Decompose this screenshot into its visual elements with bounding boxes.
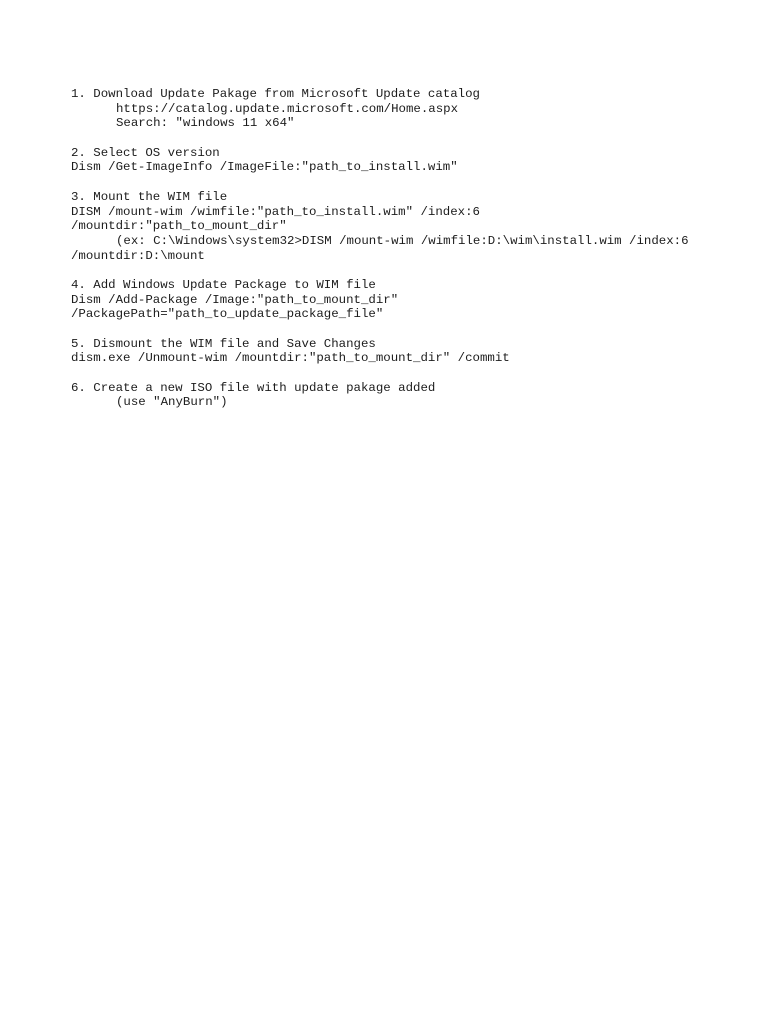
step-line: Dism /Get-ImageInfo /ImageFile:"path_to_install.wim" bbox=[71, 160, 458, 175]
step-heading: 3. Mount the WIM file bbox=[71, 189, 228, 204]
step-section bbox=[71, 190, 751, 263]
step-section bbox=[71, 87, 751, 131]
document-page bbox=[71, 87, 751, 425]
step-line: Dism /Add-Package /Image:"path_to_mount_dir" bbox=[71, 292, 399, 307]
step-line: Search: "windows 11 x64" bbox=[116, 116, 295, 131]
step-heading: 6. Create a new ISO file with update pakage added bbox=[71, 380, 436, 395]
step-section bbox=[71, 278, 751, 322]
step-line: (use "AnyBurn") bbox=[116, 395, 228, 410]
step-heading: 4. Add Windows Update Package to WIM file bbox=[71, 277, 376, 292]
step-line: (ex: C:\Windows\system32>DISM /mount-wim /wimfile:D:\wim\install.wim /index:6 bbox=[116, 233, 689, 248]
step-section bbox=[71, 146, 751, 175]
step-line: DISM /mount-wim /wimfile:"path_to_install.wim" /index:6 bbox=[71, 204, 480, 219]
step-line: /mountdir:"path_to_mount_dir" bbox=[71, 219, 287, 234]
step-heading: 2. Select OS version bbox=[71, 145, 220, 160]
step-line: https://catalog.update.microsoft.com/Home.aspx bbox=[116, 101, 459, 116]
step-heading: 5. Dismount the WIM file and Save Changes bbox=[71, 336, 376, 351]
step-line: /PackagePath="path_to_update_package_file" bbox=[71, 307, 384, 322]
step-line: /mountdir:D:\mount bbox=[71, 248, 205, 263]
step-line: dism.exe /Unmount-wim /mountdir:"path_to_mount_dir" /commit bbox=[71, 351, 510, 366]
step-heading: 1. Download Update Pakage from Microsoft Update catalog bbox=[71, 87, 480, 101]
step-section bbox=[71, 337, 751, 366]
step-section bbox=[71, 381, 751, 410]
